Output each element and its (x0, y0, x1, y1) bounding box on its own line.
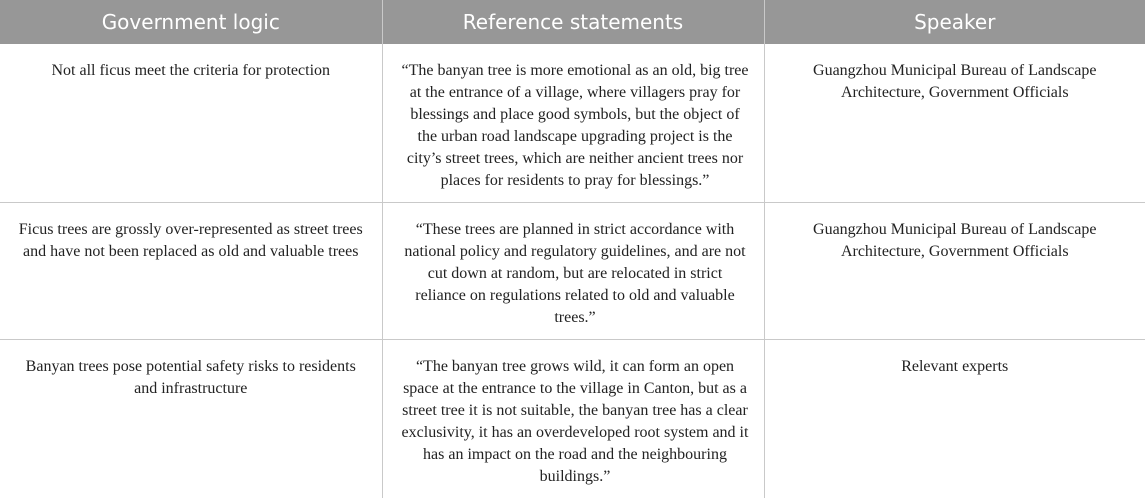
cell-speaker: Guangzhou Municipal Bureau of Landscape Architecture, Government Officials (764, 203, 1145, 340)
cell-reference-statement: “The banyan tree grows wild, it can form an open space at the entrance to the village in Canton, but as a street tree it is not suitable, the banyan tree has a clear exclusivity, it has an overdeveloped root system and it has an impact on the road and the neighbouring buildings.” (382, 340, 764, 498)
cell-government-logic: Banyan trees pose potential safety risks to residents and infrastructure (0, 340, 382, 498)
header-row (0, 0, 1145, 44)
header-reference-statements: Reference statements (382, 0, 764, 44)
table-row (0, 44, 1145, 203)
cell-government-logic: Not all ficus meet the criteria for protection (0, 44, 382, 203)
header-government-logic: Government logic (0, 0, 382, 44)
header-speaker: Speaker (764, 0, 1145, 44)
cell-government-logic: Ficus trees are grossly over-represented as street trees and have not been replaced as old and valuable trees (0, 203, 382, 340)
cell-speaker: Guangzhou Municipal Bureau of Landscape Architecture, Government Officials (764, 44, 1145, 203)
cell-reference-statement: “The banyan tree is more emotional as an old, big tree at the entrance of a village, where villagers pray for blessings and place good symbols, but the object of the urban road landscape upgrading project is the city’s street trees, which are neither ancient trees nor places for residents to pray for blessings.” (382, 44, 764, 203)
table-row (0, 203, 1145, 340)
table-body (0, 44, 1145, 498)
cell-speaker: Relevant experts (764, 340, 1145, 498)
table-row (0, 340, 1145, 498)
table-header (0, 0, 1145, 44)
cell-reference-statement: “These trees are planned in strict accordance with national policy and regulatory guidelines, and are not cut down at random, but are relocated in strict reliance on regulations related to old and valuable trees.” (382, 203, 764, 340)
